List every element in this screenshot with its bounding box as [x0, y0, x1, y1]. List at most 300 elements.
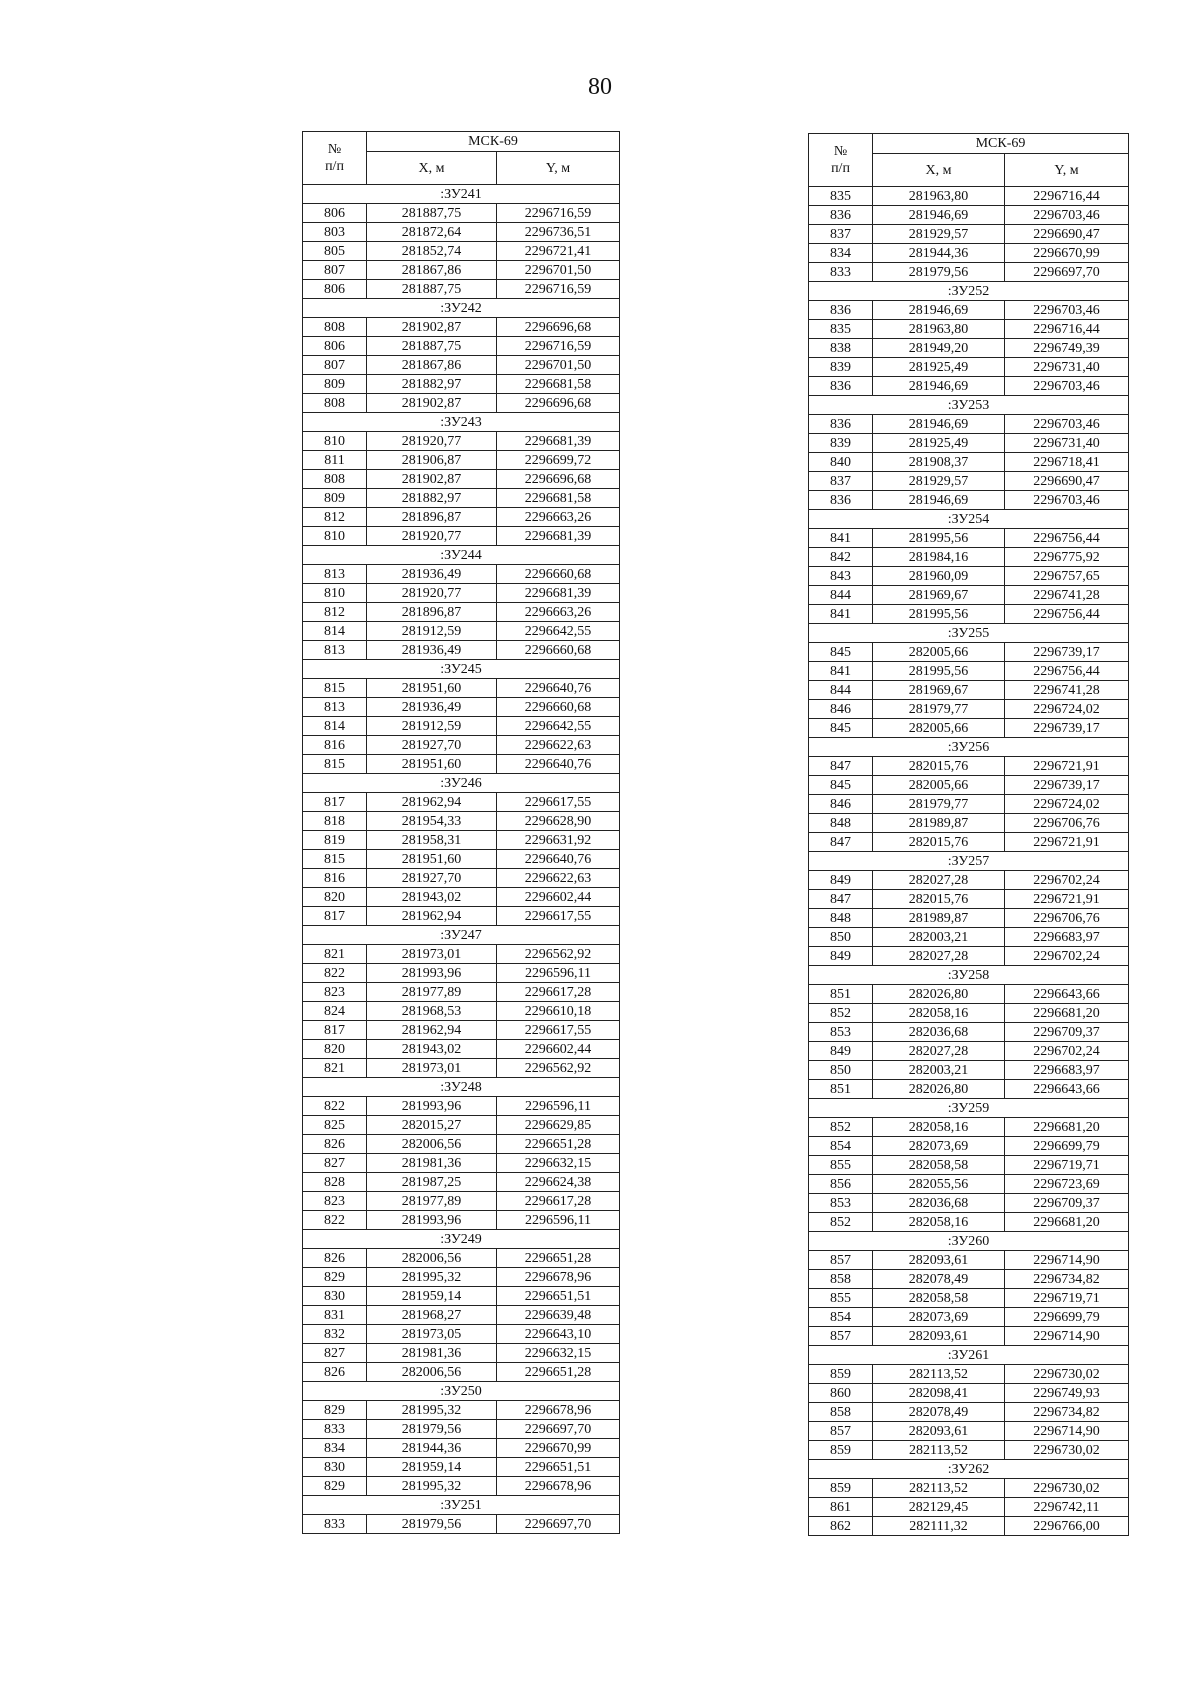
- x-coordinate-cell: 281946,69: [873, 377, 1005, 396]
- table-row: [809, 890, 1129, 909]
- point-number-cell: 833: [303, 1420, 367, 1439]
- header-coordinate-system: МСК-69: [873, 134, 1129, 154]
- section-header-row: [809, 738, 1129, 757]
- y-coordinate-cell: 2296716,59: [497, 337, 620, 356]
- x-coordinate-cell: 282093,61: [873, 1422, 1005, 1441]
- y-coordinate-cell: 2296660,68: [497, 565, 620, 584]
- section-header-row: [303, 926, 620, 945]
- y-coordinate-cell: 2296678,96: [497, 1477, 620, 1496]
- x-coordinate-cell: 281927,70: [367, 736, 497, 755]
- y-coordinate-cell: 2296696,68: [497, 470, 620, 489]
- point-number-cell: 841: [809, 529, 873, 548]
- table-row: [809, 548, 1129, 567]
- x-coordinate-cell: 281993,96: [367, 964, 497, 983]
- x-coordinate-cell: 282003,21: [873, 1061, 1005, 1080]
- table-row: [303, 1002, 620, 1021]
- table-row: [303, 356, 620, 375]
- table-row: [809, 320, 1129, 339]
- point-number-cell: 827: [303, 1154, 367, 1173]
- x-coordinate-cell: 281979,56: [873, 263, 1005, 282]
- table-row: [303, 489, 620, 508]
- x-coordinate-cell: 281951,60: [367, 679, 497, 698]
- x-coordinate-cell: 281920,77: [367, 432, 497, 451]
- y-coordinate-cell: 2296734,82: [1005, 1403, 1129, 1422]
- point-number-cell: 813: [303, 565, 367, 584]
- table-row: [303, 945, 620, 964]
- x-coordinate-cell: 281929,57: [873, 472, 1005, 491]
- table-row: [809, 225, 1129, 244]
- y-coordinate-cell: 2296681,39: [497, 527, 620, 546]
- y-coordinate-cell: 2296731,40: [1005, 358, 1129, 377]
- y-coordinate-cell: 2296681,20: [1005, 1213, 1129, 1232]
- y-coordinate-cell: 2296624,38: [497, 1173, 620, 1192]
- point-number-cell: 806: [303, 337, 367, 356]
- x-coordinate-cell: 282015,76: [873, 890, 1005, 909]
- section-header-row: [809, 966, 1129, 985]
- x-coordinate-cell: 281995,32: [367, 1401, 497, 1420]
- parcel-label: :ЗУ247: [303, 926, 620, 945]
- x-coordinate-cell: 281902,87: [367, 394, 497, 413]
- table-row: [303, 280, 620, 299]
- x-coordinate-cell: 281867,86: [367, 356, 497, 375]
- table-row: [303, 1363, 620, 1382]
- table-row: [303, 375, 620, 394]
- y-coordinate-cell: 2296690,47: [1005, 472, 1129, 491]
- x-coordinate-cell: 281995,32: [367, 1477, 497, 1496]
- point-number-cell: 823: [303, 1192, 367, 1211]
- y-coordinate-cell: 2296640,76: [497, 755, 620, 774]
- parcel-label: :ЗУ248: [303, 1078, 620, 1097]
- x-coordinate-cell: 281989,87: [873, 814, 1005, 833]
- point-number-cell: 817: [303, 793, 367, 812]
- x-coordinate-cell: 282113,52: [873, 1441, 1005, 1460]
- y-coordinate-cell: 2296596,11: [497, 1211, 620, 1230]
- point-number-cell: 806: [303, 204, 367, 223]
- table-row: [303, 1211, 620, 1230]
- point-number-cell: 850: [809, 928, 873, 947]
- point-number-cell: 841: [809, 605, 873, 624]
- table-row: [809, 947, 1129, 966]
- parcel-label: :ЗУ253: [809, 396, 1129, 415]
- y-coordinate-cell: 2296663,26: [497, 508, 620, 527]
- table-row: [809, 1403, 1129, 1422]
- y-coordinate-cell: 2296670,99: [497, 1439, 620, 1458]
- y-coordinate-cell: 2296639,48: [497, 1306, 620, 1325]
- y-coordinate-cell: 2296697,70: [1005, 263, 1129, 282]
- x-coordinate-cell: 281925,49: [873, 358, 1005, 377]
- point-number-cell: 847: [809, 833, 873, 852]
- y-coordinate-cell: 2296723,69: [1005, 1175, 1129, 1194]
- point-number-cell: 816: [303, 869, 367, 888]
- y-coordinate-cell: 2296681,39: [497, 432, 620, 451]
- table-row: [809, 1498, 1129, 1517]
- y-coordinate-cell: 2296716,59: [497, 204, 620, 223]
- table-row: [303, 641, 620, 660]
- x-coordinate-cell: 282098,41: [873, 1384, 1005, 1403]
- table-row: [303, 565, 620, 584]
- point-number-cell: 837: [809, 472, 873, 491]
- x-coordinate-cell: 281995,56: [873, 605, 1005, 624]
- table-row: [809, 1023, 1129, 1042]
- point-number-cell: 845: [809, 643, 873, 662]
- point-number-cell: 815: [303, 679, 367, 698]
- point-number-cell: 835: [809, 187, 873, 206]
- table-row: [303, 888, 620, 907]
- coordinates-table-left: [302, 131, 620, 1534]
- y-coordinate-cell: 2296628,90: [497, 812, 620, 831]
- table-row: [809, 662, 1129, 681]
- point-number-cell: 859: [809, 1441, 873, 1460]
- point-number-cell: 821: [303, 1059, 367, 1078]
- point-number-cell: 851: [809, 1080, 873, 1099]
- parcel-label: :ЗУ243: [303, 413, 620, 432]
- table-row: [303, 584, 620, 603]
- table-row: [303, 850, 620, 869]
- x-coordinate-cell: 281902,87: [367, 318, 497, 337]
- section-header-row: [303, 1496, 620, 1515]
- point-number-cell: 848: [809, 909, 873, 928]
- y-coordinate-cell: 2296703,46: [1005, 301, 1129, 320]
- y-coordinate-cell: 2296724,02: [1005, 700, 1129, 719]
- table-row: [809, 1270, 1129, 1289]
- x-coordinate-cell: 281951,60: [367, 755, 497, 774]
- parcel-label: :ЗУ251: [303, 1496, 620, 1515]
- y-coordinate-cell: 2296602,44: [497, 888, 620, 907]
- y-coordinate-cell: 2296651,51: [497, 1287, 620, 1306]
- y-coordinate-cell: 2296660,68: [497, 641, 620, 660]
- point-number-cell: 846: [809, 700, 873, 719]
- y-coordinate-cell: 2296719,71: [1005, 1289, 1129, 1308]
- y-coordinate-cell: 2296670,99: [1005, 244, 1129, 263]
- y-coordinate-cell: 2296632,15: [497, 1344, 620, 1363]
- y-coordinate-cell: 2296709,37: [1005, 1194, 1129, 1213]
- table-row: [809, 1156, 1129, 1175]
- table-row: [809, 1118, 1129, 1137]
- point-number-cell: 845: [809, 776, 873, 795]
- x-coordinate-cell: 281958,31: [367, 831, 497, 850]
- y-coordinate-cell: 2296617,55: [497, 907, 620, 926]
- x-coordinate-cell: 282005,66: [873, 643, 1005, 662]
- point-number-cell: 826: [303, 1363, 367, 1382]
- table-row: [809, 1308, 1129, 1327]
- x-coordinate-cell: 282015,27: [367, 1116, 497, 1135]
- table-row: [809, 776, 1129, 795]
- point-number-cell: 841: [809, 662, 873, 681]
- y-coordinate-cell: 2296736,51: [497, 223, 620, 242]
- table-row: [809, 643, 1129, 662]
- y-coordinate-cell: 2296663,26: [497, 603, 620, 622]
- point-number-cell: 843: [809, 567, 873, 586]
- point-number-cell: 806: [303, 280, 367, 299]
- table-row: [303, 1268, 620, 1287]
- header-y: Y, м: [1005, 154, 1129, 187]
- y-coordinate-cell: 2296631,92: [497, 831, 620, 850]
- y-coordinate-cell: 2296749,93: [1005, 1384, 1129, 1403]
- section-header-row: [809, 510, 1129, 529]
- x-coordinate-cell: 281943,02: [367, 888, 497, 907]
- point-number-cell: 810: [303, 527, 367, 546]
- table-row: [809, 263, 1129, 282]
- section-header-row: [809, 852, 1129, 871]
- x-coordinate-cell: 281920,77: [367, 527, 497, 546]
- table-row: [809, 1175, 1129, 1194]
- x-coordinate-cell: 282093,61: [873, 1327, 1005, 1346]
- x-coordinate-cell: 282027,28: [873, 947, 1005, 966]
- point-number-cell: 813: [303, 698, 367, 717]
- point-number-cell: 849: [809, 871, 873, 890]
- table-row: [809, 909, 1129, 928]
- point-number-cell: 833: [303, 1515, 367, 1534]
- table-row: [809, 472, 1129, 491]
- y-coordinate-cell: 2296697,70: [497, 1420, 620, 1439]
- y-coordinate-cell: 2296681,58: [497, 489, 620, 508]
- point-number-cell: 848: [809, 814, 873, 833]
- parcel-label: :ЗУ241: [303, 185, 620, 204]
- y-coordinate-cell: 2296683,97: [1005, 928, 1129, 947]
- table-row: [809, 1061, 1129, 1080]
- point-number-cell: 836: [809, 301, 873, 320]
- parcel-label: :ЗУ259: [809, 1099, 1129, 1118]
- table-row: [809, 871, 1129, 890]
- x-coordinate-cell: 281902,87: [367, 470, 497, 489]
- y-coordinate-cell: 2296739,17: [1005, 776, 1129, 795]
- point-number-cell: 836: [809, 206, 873, 225]
- section-header-row: [809, 1346, 1129, 1365]
- y-coordinate-cell: 2296775,92: [1005, 548, 1129, 567]
- x-coordinate-cell: 281979,77: [873, 700, 1005, 719]
- point-number-cell: 836: [809, 415, 873, 434]
- table-row: [303, 755, 620, 774]
- table-row: [303, 717, 620, 736]
- table-row: [809, 301, 1129, 320]
- table-row: [303, 831, 620, 850]
- point-number-cell: 820: [303, 888, 367, 907]
- x-coordinate-cell: 282003,21: [873, 928, 1005, 947]
- table-row: [809, 453, 1129, 472]
- table-row: [303, 1325, 620, 1344]
- section-header-row: [809, 1099, 1129, 1118]
- table-row: [809, 529, 1129, 548]
- section-header-row: [809, 624, 1129, 643]
- section-header-row: [303, 546, 620, 565]
- point-number-cell: 847: [809, 757, 873, 776]
- point-number-cell: 814: [303, 622, 367, 641]
- table-row: [809, 1251, 1129, 1270]
- point-number-cell: 852: [809, 1213, 873, 1232]
- y-coordinate-cell: 2296596,11: [497, 964, 620, 983]
- x-coordinate-cell: 281979,77: [873, 795, 1005, 814]
- section-header-row: [303, 1078, 620, 1097]
- point-number-cell: 849: [809, 947, 873, 966]
- point-number-cell: 822: [303, 1097, 367, 1116]
- y-coordinate-cell: 2296757,65: [1005, 567, 1129, 586]
- x-coordinate-cell: 281954,33: [367, 812, 497, 831]
- x-coordinate-cell: 282058,58: [873, 1289, 1005, 1308]
- table-row: [809, 206, 1129, 225]
- y-coordinate-cell: 2296714,90: [1005, 1422, 1129, 1441]
- y-coordinate-cell: 2296719,71: [1005, 1156, 1129, 1175]
- section-header-row: [809, 396, 1129, 415]
- table-row: [303, 907, 620, 926]
- table-row: [809, 700, 1129, 719]
- point-number-cell: 842: [809, 548, 873, 567]
- y-coordinate-cell: 2296651,28: [497, 1363, 620, 1382]
- table-row: [303, 1040, 620, 1059]
- table-row: [303, 812, 620, 831]
- point-number-cell: 807: [303, 261, 367, 280]
- point-number-cell: 833: [809, 263, 873, 282]
- table-row: [809, 415, 1129, 434]
- table-row: [809, 187, 1129, 206]
- table-row: [303, 1116, 620, 1135]
- point-number-cell: 847: [809, 890, 873, 909]
- x-coordinate-cell: 281936,49: [367, 641, 497, 660]
- point-number-cell: 812: [303, 603, 367, 622]
- x-coordinate-cell: 281987,25: [367, 1173, 497, 1192]
- table-row: [303, 1420, 620, 1439]
- x-coordinate-cell: 282027,28: [873, 871, 1005, 890]
- table-row: [809, 795, 1129, 814]
- y-coordinate-cell: 2296766,00: [1005, 1517, 1129, 1536]
- point-number-cell: 825: [303, 1116, 367, 1135]
- x-coordinate-cell: 281929,57: [873, 225, 1005, 244]
- x-coordinate-cell: 281882,97: [367, 489, 497, 508]
- x-coordinate-cell: 282078,49: [873, 1403, 1005, 1422]
- point-number-cell: 857: [809, 1251, 873, 1270]
- y-coordinate-cell: 2296716,59: [497, 280, 620, 299]
- y-coordinate-cell: 2296699,72: [497, 451, 620, 470]
- point-number-cell: 840: [809, 453, 873, 472]
- y-coordinate-cell: 2296721,91: [1005, 833, 1129, 852]
- point-number-cell: 854: [809, 1308, 873, 1327]
- point-number-cell: 815: [303, 850, 367, 869]
- point-number-cell: 829: [303, 1401, 367, 1420]
- header-coordinate-system: МСК-69: [367, 132, 620, 152]
- table-row: [303, 204, 620, 223]
- y-coordinate-cell: 2296690,47: [1005, 225, 1129, 244]
- y-coordinate-cell: 2296660,68: [497, 698, 620, 717]
- y-coordinate-cell: 2296702,24: [1005, 871, 1129, 890]
- point-number-cell: 829: [303, 1477, 367, 1496]
- parcel-label: :ЗУ256: [809, 738, 1129, 757]
- y-coordinate-cell: 2296739,17: [1005, 719, 1129, 738]
- y-coordinate-cell: 2296596,11: [497, 1097, 620, 1116]
- x-coordinate-cell: 281951,60: [367, 850, 497, 869]
- y-coordinate-cell: 2296643,10: [497, 1325, 620, 1344]
- table-row: [809, 1479, 1129, 1498]
- table-row: [303, 964, 620, 983]
- table-row: [809, 833, 1129, 852]
- y-coordinate-cell: 2296730,02: [1005, 1441, 1129, 1460]
- table-row: [809, 1422, 1129, 1441]
- table-body: [809, 187, 1129, 1536]
- section-header-row: [303, 185, 620, 204]
- table-row: [303, 527, 620, 546]
- point-number-cell: 824: [303, 1002, 367, 1021]
- x-coordinate-cell: 281959,14: [367, 1458, 497, 1477]
- y-coordinate-cell: 2296651,28: [497, 1135, 620, 1154]
- table-body: [303, 185, 620, 1534]
- y-coordinate-cell: 2296701,50: [497, 261, 620, 280]
- y-coordinate-cell: 2296643,66: [1005, 985, 1129, 1004]
- x-coordinate-cell: 282027,28: [873, 1042, 1005, 1061]
- parcel-label: :ЗУ245: [303, 660, 620, 679]
- point-number-cell: 851: [809, 985, 873, 1004]
- point-number-cell: 814: [303, 717, 367, 736]
- x-coordinate-cell: 281969,67: [873, 586, 1005, 605]
- x-coordinate-cell: 281969,67: [873, 681, 1005, 700]
- table-row: [303, 1477, 620, 1496]
- y-coordinate-cell: 2296562,92: [497, 1059, 620, 1078]
- header-x: X, м: [873, 154, 1005, 187]
- table-row: [303, 679, 620, 698]
- table-row: [303, 508, 620, 527]
- x-coordinate-cell: 281963,80: [873, 187, 1005, 206]
- y-coordinate-cell: 2296756,44: [1005, 662, 1129, 681]
- x-coordinate-cell: 281979,56: [367, 1420, 497, 1439]
- x-coordinate-cell: 282006,56: [367, 1135, 497, 1154]
- parcel-label: :ЗУ252: [809, 282, 1129, 301]
- point-number-cell: 846: [809, 795, 873, 814]
- y-coordinate-cell: 2296703,46: [1005, 206, 1129, 225]
- page-number: 80: [588, 74, 612, 100]
- parcel-label: :ЗУ255: [809, 624, 1129, 643]
- y-coordinate-cell: 2296678,96: [497, 1268, 620, 1287]
- x-coordinate-cell: 281962,94: [367, 907, 497, 926]
- parcel-label: :ЗУ261: [809, 1346, 1129, 1365]
- point-number-cell: 853: [809, 1194, 873, 1213]
- point-number-cell: 844: [809, 586, 873, 605]
- y-coordinate-cell: 2296749,39: [1005, 339, 1129, 358]
- y-coordinate-cell: 2296642,55: [497, 717, 620, 736]
- point-number-cell: 822: [303, 964, 367, 983]
- x-coordinate-cell: 281946,69: [873, 491, 1005, 510]
- y-coordinate-cell: 2296701,50: [497, 356, 620, 375]
- point-number-cell: 836: [809, 491, 873, 510]
- table-row: [809, 1194, 1129, 1213]
- section-header-row: [809, 282, 1129, 301]
- point-number-cell: 805: [303, 242, 367, 261]
- y-coordinate-cell: 2296703,46: [1005, 377, 1129, 396]
- table-row: [303, 261, 620, 280]
- point-number-cell: 826: [303, 1135, 367, 1154]
- y-coordinate-cell: 2296734,82: [1005, 1270, 1129, 1289]
- header-x: X, м: [367, 152, 497, 185]
- point-number-cell: 828: [303, 1173, 367, 1192]
- x-coordinate-cell: 281936,49: [367, 698, 497, 717]
- table-row: [303, 1344, 620, 1363]
- table-row: [303, 1059, 620, 1078]
- y-coordinate-cell: 2296730,02: [1005, 1479, 1129, 1498]
- table-row: [303, 622, 620, 641]
- table-row: [809, 1213, 1129, 1232]
- y-coordinate-cell: 2296724,02: [1005, 795, 1129, 814]
- point-number-cell: 857: [809, 1422, 873, 1441]
- point-number-cell: 862: [809, 1517, 873, 1536]
- x-coordinate-cell: 282055,56: [873, 1175, 1005, 1194]
- table-row: [809, 491, 1129, 510]
- table-row: [303, 470, 620, 489]
- table-row: [303, 318, 620, 337]
- y-coordinate-cell: 2296622,63: [497, 736, 620, 755]
- point-number-cell: 844: [809, 681, 873, 700]
- y-coordinate-cell: 2296714,90: [1005, 1327, 1129, 1346]
- point-number-cell: 849: [809, 1042, 873, 1061]
- y-coordinate-cell: 2296730,02: [1005, 1365, 1129, 1384]
- point-number-cell: 852: [809, 1004, 873, 1023]
- x-coordinate-cell: 282005,66: [873, 776, 1005, 795]
- point-number-cell: 803: [303, 223, 367, 242]
